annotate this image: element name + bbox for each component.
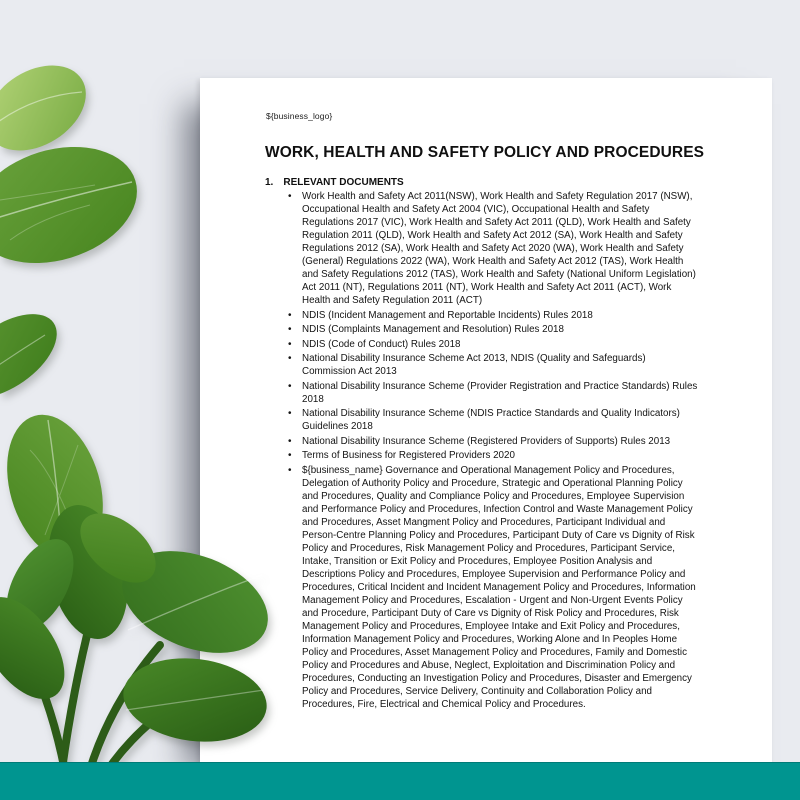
document-title: WORK, HEALTH AND SAFETY POLICY AND PROCEDURES	[265, 144, 705, 161]
list-item: • ${business_name} Governance and Operational Management Policy and Procedures, Delegation of Authority Policy and Procedure, Strategic and Operational Planning Policy and Procedures, Quality and Compliance Policy and Procedures, Employee Supervision and Performance Policy and Procedures, Infection Control and Waste Management Policy and Procedures, Asset Mangment Policy and Procedures, Participant Individual and Person-Centre Planning Policy and Procedures, Participant Duty of Care vs Dignity of Risk Policy and Procedures, Risk Management Policy and Procedures, Participant Service, Intake, Transition or Exit Policy and Procedures, Employee Position Analysis and Descriptions Policy and Procedures, Employee Supervision and Performance Policy and Procedures, Critical Incident and Incident Management Policy and Procedures, Information Management Policy and Procedures, Escalation - Urgent and Non-Urgent Events Policy and Procedure, Participant Duty of Care vs Dignity of Risk Policy and Procedures, Risk Management Policy and Procedures, Employee Intake and Exit Policy and Procedures, Information Management Policy and Procedures, Working Alone and In Peoples Home Policy and Procedures, Asset Management Policy and Procedures, Family and Domestic Policy and Procedures and Abuse, Neglect, Exploitation and Discrimination Policy and Procedures, Conducting an Investigation Policy and Procedures, Disaster and Emergency Policy and Procedures, Service Delivery, Continuity and Collaboration Policy and Procedures, Fire, Electrical and Chemical Policy and Procedures.	[286, 464, 698, 711]
list-item: • National Disability Insurance Scheme (Registered Providers of Supports) Rules 2013	[286, 435, 698, 448]
plant-leaves-upper	[0, 48, 151, 282]
list-item: • National Disability Insurance Scheme (NDIS Practice Standards and Quality Indicators) Guidelines 2018	[286, 407, 698, 433]
list-item: • NDIS (Code of Conduct) Rules 2018	[286, 338, 698, 351]
section-heading	[265, 177, 404, 188]
relevant-documents-list	[286, 190, 698, 712]
list-item: • National Disability Insurance Scheme Act 2013, NDIS (Quality and Safeguards) Commission Act 2013	[286, 352, 698, 378]
section-number: 1.	[265, 177, 274, 188]
plant-leaves-middle	[0, 297, 119, 570]
section-heading-label: RELEVANT DOCUMENTS	[283, 177, 404, 188]
list-item: • National Disability Insurance Scheme (Provider Registration and Practice Standards) Rules 2018	[286, 380, 698, 406]
document-page	[200, 78, 772, 763]
bottom-accent-bar	[0, 762, 800, 800]
list-item: • Work Health and Safety Act 2011(NSW), Work Health and Safety Regulation 2017 (NSW), Occupational Health and Safety Act 2004 (VIC), Occupational Health and Safety Regulations 2017 (VIC), Work Health and Safety Act 2011 (QLD), Work Health and Safety Regulation 2011 (QLD), Work Health and Safety Act 2012 (SA), Work Health and Safety Regulations 2012 (SA), Work Health and Safety Act 2020 (WA), Work Health and Safety (General) Regulations 2022 (WA), Work Health and Safety Act 2012 (TAS), Work Health and Safety Regulations 2012 (TAS), Work Health and Safety (National Uniform Legislation) Act 2011 (NT), Regulations 2011 (NT), Work Health and Safety Act 2011 (ACT), Work Health and Safety Regulation 2011 (ACT)	[286, 190, 698, 307]
business-logo-placeholder: ${business_logo}	[266, 111, 333, 121]
list-item: • NDIS (Incident Management and Reportable Incidents) Rules 2018	[286, 309, 698, 322]
list-item: • Terms of Business for Registered Providers 2020	[286, 449, 698, 462]
list-item: • NDIS (Complaints Management and Resolution) Rules 2018	[286, 323, 698, 336]
